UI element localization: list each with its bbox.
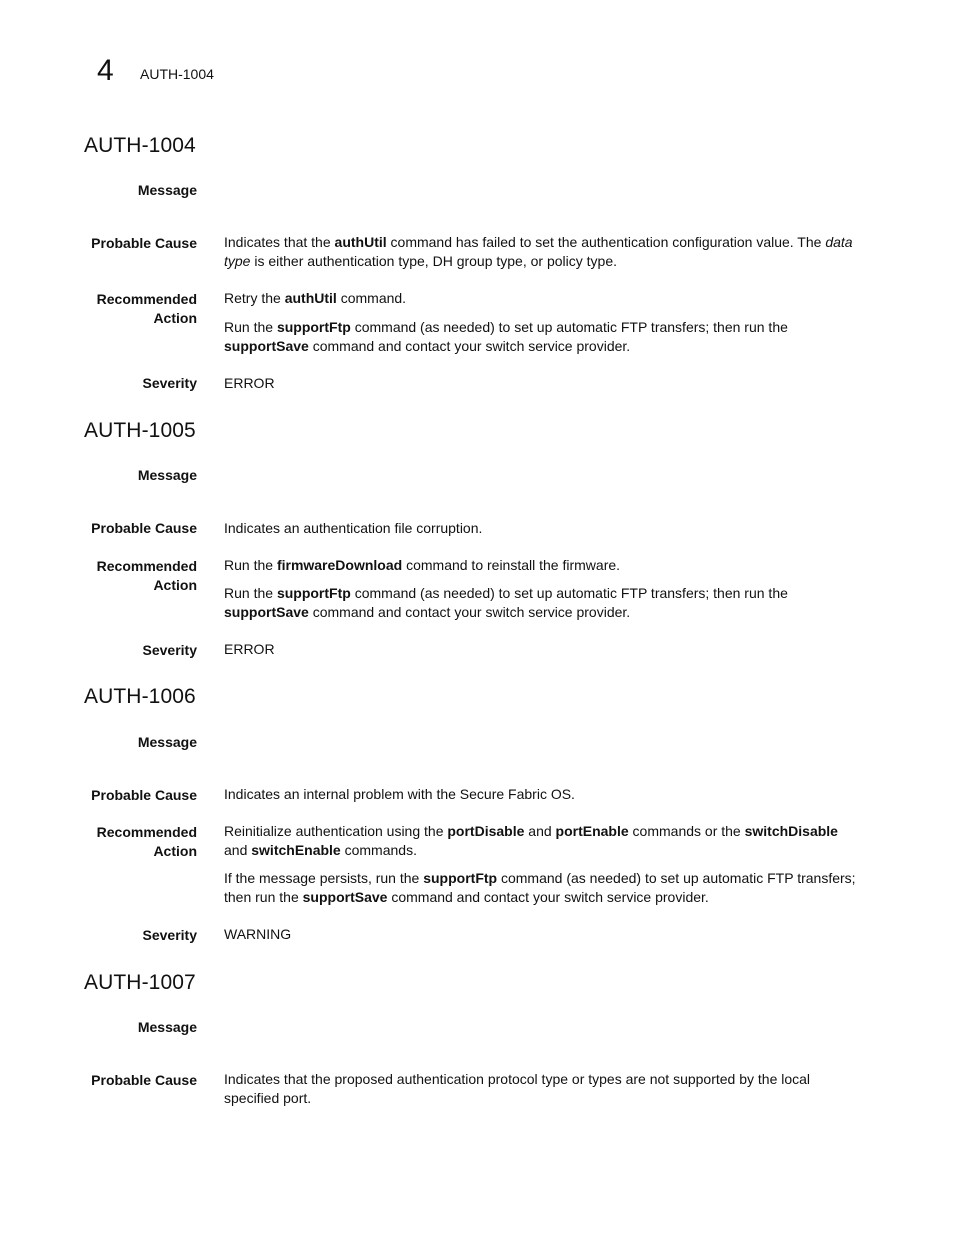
probable-cause-text: Indicates an authentication file corruption. <box>224 520 483 536</box>
severity-label: Severity <box>142 375 197 391</box>
recommended-action-label: Recommended Action <box>96 291 197 326</box>
probable-cause-label: Probable Cause <box>91 235 197 251</box>
entry-title: AUTH-1006 <box>84 685 196 708</box>
probable-cause-label: Probable Cause <box>91 1072 197 1088</box>
probable-cause-label: Probable Cause <box>91 787 197 803</box>
message-label: Message <box>137 182 197 198</box>
command-name: authUtil <box>334 234 387 250</box>
probable-cause-text: Indicates that the authUtil command has failed to set the authentication configuration value. The data type is either authentication type, DH group type, or policy type. <box>224 234 853 269</box>
probable-cause-label: Probable Cause <box>91 520 197 536</box>
severity-value: ERROR <box>224 375 275 391</box>
recommended-action-text: Run the firmwareDownload command to reinstall the firmware. <box>224 557 621 573</box>
command-name: supportSave <box>302 889 388 905</box>
command-name: supportSave <box>224 604 309 620</box>
recommended-action-text: Run the supportFtp command (as needed) to set up automatic FTP transfers; then run the supportSave command and contact your switch service provider. <box>224 585 788 620</box>
entry-title: AUTH-1004 <box>84 134 196 157</box>
command-name: supportFtp <box>276 585 351 601</box>
running-head: AUTH-1004 <box>140 66 214 82</box>
recommended-action-text: Retry the authUtil command. <box>224 290 407 306</box>
command-name: portDisable <box>447 823 525 839</box>
message-label: Message <box>137 467 197 483</box>
severity-value: ERROR <box>224 641 275 657</box>
command-name: authUtil <box>284 290 337 306</box>
severity-value: WARNING <box>224 926 292 942</box>
command-name: firmwareDownload <box>276 557 403 573</box>
command-name: supportSave <box>224 338 309 354</box>
probable-cause-text: Indicates that the proposed authentication protocol type or types are not supported by the local specified port. <box>224 1071 811 1106</box>
recommended-action-text: Run the supportFtp command (as needed) to set up automatic FTP transfers; then run the supportSave command and contact your switch service provider. <box>224 319 788 354</box>
command-name: portEnable <box>555 823 629 839</box>
command-name: switchDisable <box>744 823 838 839</box>
recommended-action-label: Recommended Action <box>96 824 197 859</box>
severity-label: Severity <box>142 927 197 943</box>
severity-label: Severity <box>142 642 197 658</box>
variable-name: data type <box>224 234 853 269</box>
command-name: supportFtp <box>276 319 351 335</box>
chapter-number: 4 <box>97 54 114 87</box>
command-name: supportFtp <box>423 870 498 886</box>
entry-title: AUTH-1005 <box>84 419 196 442</box>
command-name: switchEnable <box>251 842 341 858</box>
probable-cause-text: Indicates an internal problem with the Secure Fabric OS. <box>224 786 575 802</box>
recommended-action-label: Recommended Action <box>96 558 197 593</box>
entry-title: AUTH-1007 <box>84 971 196 994</box>
recommended-action-text: If the message persists, run the supportFtp command (as needed) to set up automatic FTP transfers; then run the supportSave command and contact your switch service provider. <box>224 870 856 905</box>
message-label: Message <box>137 734 197 750</box>
recommended-action-text: Reinitialize authentication using the portDisable and portEnable commands or the switchDisable and switchEnable commands. <box>224 823 838 858</box>
message-label: Message <box>137 1019 197 1035</box>
